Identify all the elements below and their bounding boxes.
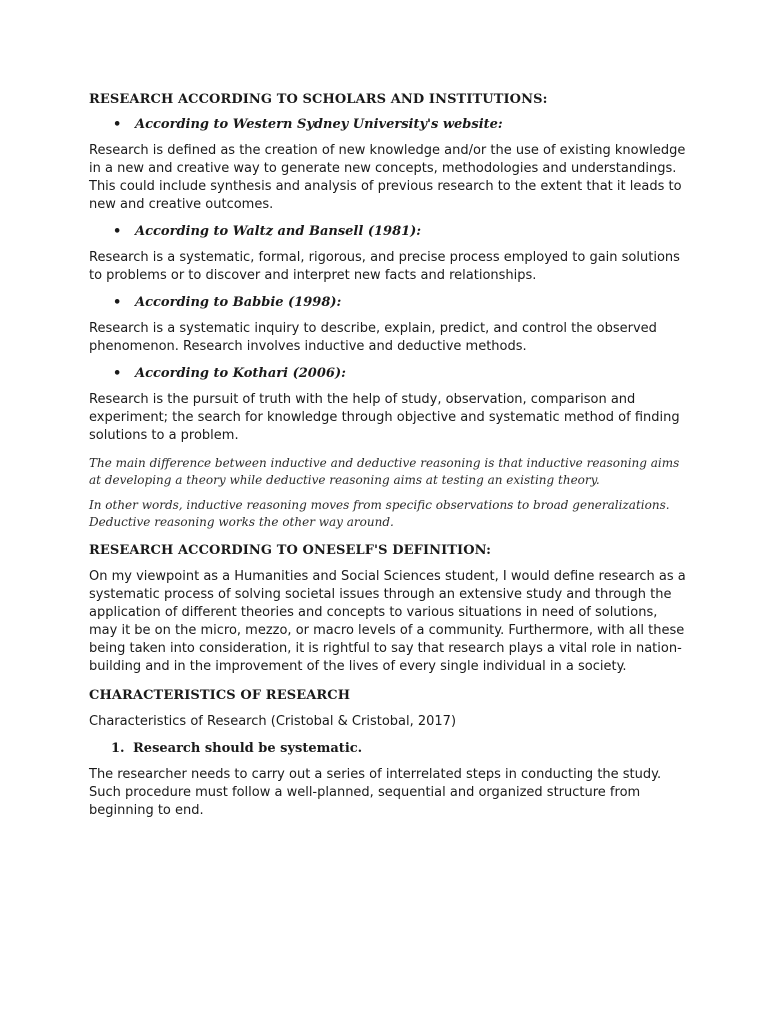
numbered-item-1 bbox=[89, 741, 689, 756]
heading-oneself-definition: RESEARCH ACCORDING TO ONESELF'S DEFINITION: bbox=[89, 543, 492, 558]
item-label: Research should be systematic. bbox=[133, 741, 363, 756]
paragraph-waltz: Research is a systematic, formal, rigorous, and precise process employed to gain solutions to problems or to discover and interpret new facts and relationships. bbox=[89, 250, 680, 283]
paragraph-kothari: Research is the pursuit of truth with the help of study, observation, comparison and experiment; the search for knowledge through objective and systematic method of finding solutions to a problem. bbox=[89, 392, 680, 443]
paragraph-babbie: Research is a systematic inquiry to describe, explain, predict, and control the observed phenomenon. Research involves inductive and deductive methods. bbox=[89, 321, 657, 354]
item-number: 1. bbox=[111, 741, 125, 756]
bullet-babbie bbox=[89, 295, 689, 310]
heading-characteristics: CHARACTERISTICS OF RESEARCH bbox=[89, 688, 351, 703]
note-other-words: In other words, inductive reasoning moves from specific observations to broad generalizations. Deductive reasoning works the other way around. bbox=[89, 498, 670, 529]
bullet-dot: • bbox=[113, 224, 122, 239]
bullet-label-wsu: According to Western Sydney University's website: bbox=[135, 117, 503, 132]
bullet-wsu bbox=[89, 117, 689, 132]
bullet-label-waltz: According to Waltz and Bansell (1981): bbox=[135, 224, 422, 239]
document-page bbox=[89, 92, 689, 830]
note-inductive-deductive: The main difference between inductive and deductive reasoning is that inductive reasoning aims at developing a theory while deductive reasoning aims at testing an existing theory. bbox=[89, 456, 680, 487]
bullet-kothari bbox=[89, 366, 689, 381]
bullet-dot: • bbox=[113, 295, 122, 310]
paragraph-item-1: The researcher needs to carry out a series of interrelated steps in conducting the study. Such procedure must follow a well-planned, sequential and organized structure from beginning to end. bbox=[89, 767, 662, 818]
paragraph-wsu: Research is defined as the creation of new knowledge and/or the use of existing knowledge in a new and creative way to generate new concepts, methodologies and understandings. This could include synthesis and analysis of previous research to the extent that it leads to new and creative outcomes. bbox=[89, 143, 686, 212]
bullet-waltz bbox=[89, 224, 689, 239]
heading-scholars-institutions: RESEARCH ACCORDING TO SCHOLARS AND INSTITUTIONS: bbox=[89, 92, 548, 107]
paragraph-char-source: Characteristics of Research (Cristobal & Cristobal, 2017) bbox=[89, 714, 457, 729]
bullet-dot: • bbox=[113, 117, 122, 132]
paragraph-oneself: On my viewpoint as a Humanities and Social Sciences student, I would define research as a systematic process of solving societal issues through an extensive study and through the application of different theories and concepts to various situations in need of solutions, may it be on the micro, mezzo, or macro levels of a community. Furthermore, with all these being taken into consideration, it is rightful to say that research plays a vital role in nation-building and in the improvement of the lives of every single individual in a society. bbox=[89, 569, 686, 674]
bullet-label-babbie: According to Babbie (1998): bbox=[135, 295, 342, 310]
bullet-label-kothari: According to Kothari (2006): bbox=[135, 366, 346, 381]
bullet-dot: • bbox=[113, 366, 122, 381]
